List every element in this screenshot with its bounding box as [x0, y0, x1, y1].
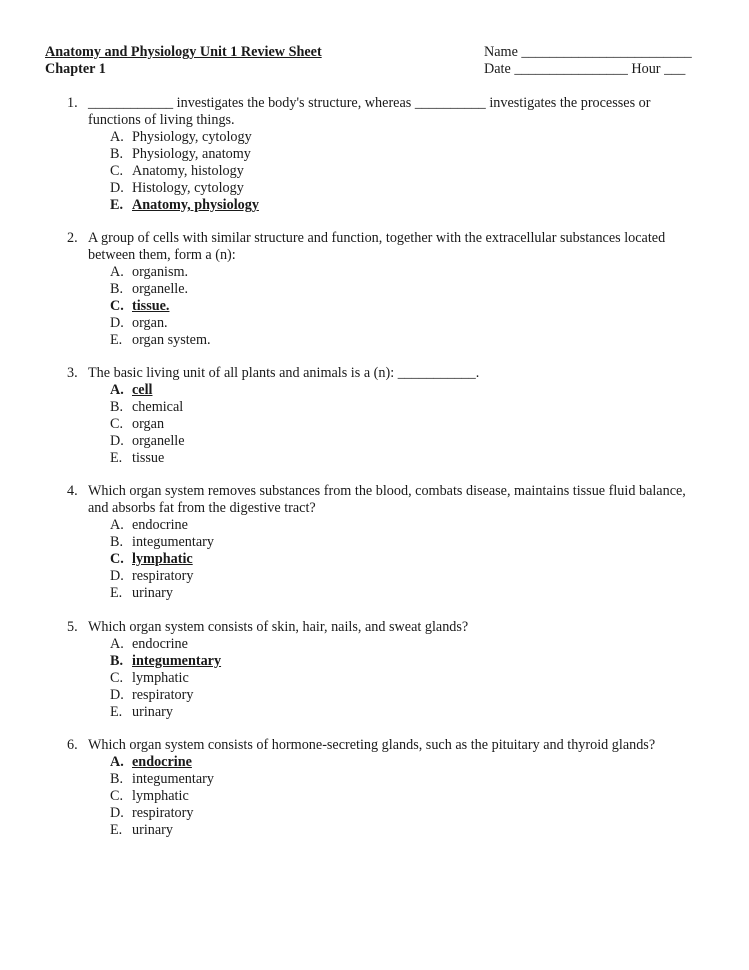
option-text: integumentary — [132, 771, 214, 787]
option-text: organ. — [132, 315, 168, 331]
option-letter: A. — [110, 636, 124, 652]
option-letter: B. — [110, 771, 124, 787]
option-letter: A. — [110, 517, 124, 533]
name-field: Name ________________________ — [484, 44, 692, 60]
option-c — [110, 788, 697, 805]
option-b — [110, 399, 697, 416]
option-letter: C. — [110, 670, 124, 686]
question-text: A group of cells with similar structure and function, together with the extracellular substances located between them, form a (n): — [88, 230, 666, 263]
option-text: cell — [132, 382, 153, 398]
option-list — [110, 754, 697, 839]
option-letter: A. — [110, 129, 124, 145]
option-text: endocrine — [132, 636, 188, 652]
option-d — [110, 180, 697, 197]
option-a — [110, 636, 697, 653]
option-text: Physiology, cytology — [132, 129, 252, 145]
question-5 — [67, 619, 697, 721]
option-list — [110, 264, 697, 349]
option-b — [110, 146, 697, 163]
option-letter: D. — [110, 568, 124, 584]
option-b — [110, 534, 697, 551]
option-letter: B. — [110, 399, 124, 415]
option-letter: B. — [110, 146, 124, 162]
option-text: respiratory — [132, 687, 194, 703]
question-6 — [67, 737, 697, 839]
question-number: 3. — [67, 365, 78, 381]
option-letter: B. — [110, 281, 124, 297]
option-e — [110, 704, 697, 721]
option-d — [110, 315, 697, 332]
option-letter: D. — [110, 433, 124, 449]
option-text: lymphatic — [132, 670, 189, 686]
option-letter: D. — [110, 805, 124, 821]
option-letter: D. — [110, 180, 124, 196]
option-text: tissue — [132, 450, 165, 466]
option-text: chemical — [132, 399, 184, 415]
option-b — [110, 281, 697, 298]
option-letter: E. — [110, 450, 123, 466]
option-text: endocrine — [132, 517, 188, 533]
option-list — [110, 382, 697, 467]
option-text: integumentary — [132, 534, 214, 550]
option-letter: C. — [110, 788, 124, 804]
question-4 — [67, 483, 697, 602]
option-b — [110, 771, 697, 788]
question-1 — [67, 95, 697, 214]
question-number: 5. — [67, 619, 78, 635]
option-c — [110, 163, 697, 180]
option-list — [110, 129, 697, 214]
document-header — [45, 44, 322, 78]
option-letter: C. — [110, 551, 124, 567]
option-d — [110, 805, 697, 822]
option-text: respiratory — [132, 568, 194, 584]
option-text: organ — [132, 416, 165, 432]
question-text: Which organ system consists of hormone-secreting glands, such as the pituitary and thyroid glands? — [88, 737, 656, 753]
option-text: urinary — [132, 704, 173, 720]
option-e — [110, 585, 697, 602]
option-text: Physiology, anatomy — [132, 146, 251, 162]
question-text: ____________ investigates the body's structure, whereas __________ investigates the processes or functions of living things. — [88, 95, 651, 128]
option-list — [110, 636, 697, 721]
option-text: organism. — [132, 264, 189, 280]
question-number: 4. — [67, 483, 78, 499]
option-c — [110, 670, 697, 687]
option-text: endocrine — [132, 754, 192, 770]
option-d — [110, 687, 697, 704]
option-letter: A. — [110, 754, 124, 770]
option-text: tissue. — [132, 298, 170, 314]
question-text: The basic living unit of all plants and animals is a (n): ___________. — [88, 365, 480, 381]
option-letter: A. — [110, 264, 124, 280]
option-letter: E. — [110, 332, 123, 348]
option-text: integumentary — [132, 653, 222, 669]
option-letter: C. — [110, 298, 124, 314]
option-text: Histology, cytology — [132, 180, 244, 196]
option-text: Anatomy, histology — [132, 163, 244, 179]
option-text: organelle. — [132, 281, 189, 297]
option-text: urinary — [132, 822, 173, 838]
option-e — [110, 332, 697, 349]
option-e-correct-answer — [110, 197, 697, 214]
option-text: lymphatic — [132, 551, 193, 567]
question-3 — [67, 365, 697, 467]
option-a — [110, 517, 697, 534]
option-letter: E. — [110, 585, 123, 601]
option-a-correct-answer — [110, 382, 697, 399]
option-letter: B. — [110, 534, 124, 550]
option-letter: C. — [110, 163, 124, 179]
option-text: respiratory — [132, 805, 194, 821]
option-d — [110, 433, 697, 450]
option-letter: E. — [110, 197, 124, 213]
option-text: Anatomy, physiology — [132, 197, 259, 213]
question-text: Which organ system removes substances from the blood, combats disease, maintains tissue fluid balance, and absorbs fat from the digestive tract? — [88, 483, 686, 516]
option-e — [110, 822, 697, 839]
option-a-correct-answer — [110, 754, 697, 771]
option-c-correct-answer — [110, 551, 697, 568]
question-2 — [67, 230, 697, 349]
question-number: 2. — [67, 230, 78, 246]
document-title: Anatomy and Physiology Unit 1 Review Sheet — [45, 44, 322, 60]
option-a — [110, 264, 697, 281]
option-b-correct-answer — [110, 653, 697, 670]
option-e — [110, 450, 697, 467]
option-letter: E. — [110, 822, 123, 838]
option-letter: B. — [110, 653, 124, 669]
option-text: organelle — [132, 433, 185, 449]
option-letter: A. — [110, 382, 124, 398]
option-text: urinary — [132, 585, 173, 601]
question-number: 6. — [67, 737, 78, 753]
date-hour-field: Date ________________ Hour ___ — [484, 61, 686, 77]
option-text: organ system. — [132, 332, 211, 348]
option-a — [110, 129, 697, 146]
option-text: lymphatic — [132, 788, 189, 804]
option-d — [110, 568, 697, 585]
question-text: Which organ system consists of skin, hair, nails, and sweat glands? — [88, 619, 469, 635]
question-number: 1. — [67, 95, 78, 111]
option-letter: D. — [110, 687, 124, 703]
option-c-correct-answer — [110, 298, 697, 315]
chapter-label: Chapter 1 — [45, 61, 106, 77]
option-letter: C. — [110, 416, 124, 432]
option-letter: D. — [110, 315, 124, 331]
option-letter: E. — [110, 704, 123, 720]
option-list — [110, 517, 697, 602]
option-c — [110, 416, 697, 433]
student-info — [484, 44, 692, 78]
